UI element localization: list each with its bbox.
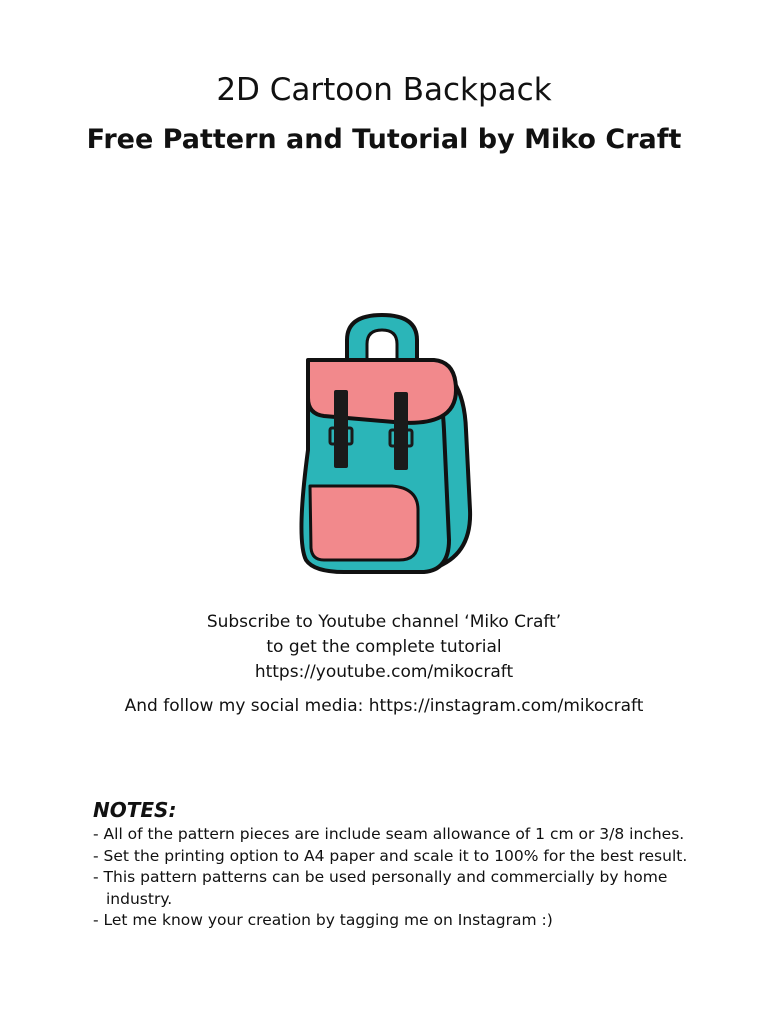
notes-list [93, 824, 713, 932]
backpack-image [284, 310, 484, 580]
notes-section [93, 797, 713, 932]
note-item: - Let me know your creation by tagging me on Instagram :) [93, 910, 713, 932]
backpack-illustration [284, 310, 484, 580]
page-subtitle: Free Pattern and Tutorial by Miko Craft [86, 124, 682, 155]
note-item: - Set the printing option to A4 paper and scale it to 100% for the best result. [93, 846, 713, 868]
note-item: - All of the pattern pieces are include seam allowance of 1 cm or 3/8 inches. [93, 824, 713, 846]
backpack-pocket [310, 486, 418, 560]
subscribe-block [0, 610, 768, 685]
note-item: - This pattern patterns can be used personally and commercially by home industry. [93, 867, 713, 910]
tutorial-line: to get the complete tutorial [266, 637, 502, 657]
backpack-flap [308, 360, 456, 423]
notes-heading: NOTES: [93, 798, 177, 822]
youtube-link[interactable]: https://youtube.com/mikocraft [254, 662, 514, 682]
page-title: 2D Cartoon Backpack [216, 72, 552, 108]
backpack-handle-hole [367, 330, 397, 362]
follow-line: And follow my social media: https://instagram.com/mikocraft [124, 696, 644, 716]
subscribe-line: Subscribe to Youtube channel ‘Miko Craft’ [206, 612, 562, 632]
